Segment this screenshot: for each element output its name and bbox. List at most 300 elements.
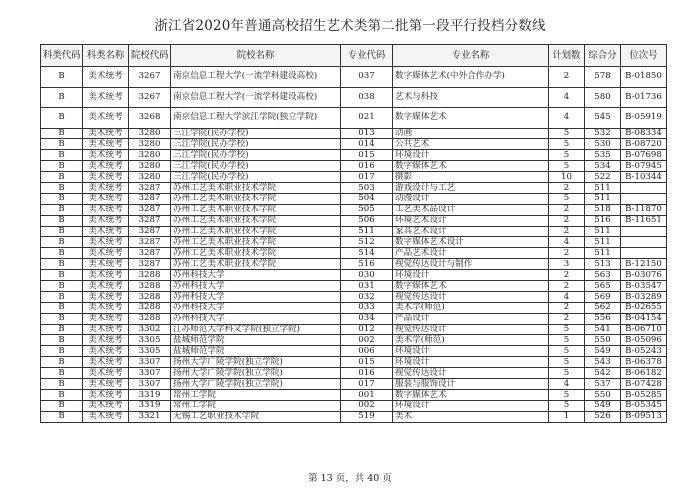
cell-composite-score: 518 [585, 204, 621, 215]
cell-composite-score: 530 [585, 139, 621, 150]
cell-composite-score: 526 [585, 411, 621, 422]
cell-major-name: 环境设计 [393, 357, 549, 368]
cell-rank-number: B-05919 [621, 108, 667, 129]
cell-plan-count: 4 [549, 87, 585, 108]
cell-plan-count: 4 [549, 237, 585, 248]
cell-category-name: 美术统考 [83, 172, 129, 183]
cell-school-name: 南京信息工程大学滨江学院(独立学院) [171, 108, 341, 129]
cell-rank-number: B-03289 [621, 291, 667, 302]
cell-school-code: 3288 [129, 280, 171, 291]
cell-category-code: B [41, 368, 83, 379]
cell-composite-score: 545 [585, 108, 621, 129]
cell-school-name: 苏州工艺美术职业技术学院 [171, 248, 341, 259]
cell-rank-number: B-05345 [621, 400, 667, 411]
cell-composite-score: 511 [585, 182, 621, 193]
column-header-composite-score: 综合分 [585, 45, 621, 67]
cell-major-name: 数字媒体艺术(中外合作办学) [393, 67, 549, 88]
cell-category-name: 美术统考 [83, 335, 129, 346]
cell-composite-score: 580 [585, 87, 621, 108]
cell-major-name: 环境艺术设计 [393, 215, 549, 226]
cell-category-code: B [41, 108, 83, 129]
cell-school-code: 3287 [129, 204, 171, 215]
cell-plan-count: 2 [549, 226, 585, 237]
cell-rank-number: B-11870 [621, 204, 667, 215]
cell-plan-count: 5 [549, 128, 585, 139]
cell-category-code: B [41, 302, 83, 313]
cell-major-code: 514 [341, 248, 393, 259]
cell-category-code: B [41, 280, 83, 291]
cell-school-code: 3267 [129, 67, 171, 88]
cell-category-code: B [41, 87, 83, 108]
cell-major-name: 环境设计 [393, 346, 549, 357]
cell-composite-score: 511 [585, 237, 621, 248]
cell-major-name: 数字媒体艺术 [393, 280, 549, 291]
cell-category-name: 美术统考 [83, 270, 129, 281]
cell-rank-number: B-06710 [621, 324, 667, 335]
cell-category-code: B [41, 193, 83, 204]
cell-school-code: 3280 [129, 172, 171, 183]
cell-plan-count: 4 [549, 291, 585, 302]
cell-major-name: 视觉传达设计 [393, 368, 549, 379]
cell-category-name: 美术统考 [83, 280, 129, 291]
cell-rank-number [621, 193, 667, 204]
cell-school-code: 3321 [129, 411, 171, 422]
cell-major-code: 017 [341, 378, 393, 389]
cell-rank-number [621, 226, 667, 237]
column-header-school-name: 院校名称 [171, 45, 341, 67]
cell-category-code: B [41, 215, 83, 226]
cell-composite-score: 569 [585, 291, 621, 302]
cell-school-name: 盐城师范学院 [171, 346, 341, 357]
cell-school-name: 无锡工艺职业技术学院 [171, 411, 341, 422]
cell-category-code: B [41, 226, 83, 237]
cell-plan-count: 10 [549, 172, 585, 183]
cell-school-code: 3305 [129, 346, 171, 357]
cell-rank-number: B-03076 [621, 270, 667, 281]
cell-school-name: 苏州科技大学 [171, 302, 341, 313]
cell-major-name: 产品设计 [393, 313, 549, 324]
cell-major-code: 504 [341, 193, 393, 204]
cell-category-code: B [41, 259, 83, 270]
cell-school-code: 3288 [129, 270, 171, 281]
cell-rank-number: B-07698 [621, 150, 667, 161]
cell-category-code: B [41, 378, 83, 389]
cell-school-name: 江苏师范大学科文学院(独立学院) [171, 324, 341, 335]
cell-school-name: 三江学院(民办学校) [171, 172, 341, 183]
cell-category-code: B [41, 411, 83, 422]
cell-major-name: 工艺美术品设计 [393, 204, 549, 215]
table-row [41, 270, 667, 281]
cell-composite-score: 556 [585, 313, 621, 324]
page-title: 浙江省2020年普通高校招生艺术类第二批第一段平行投档分数线 [154, 18, 546, 34]
cell-major-code: 015 [341, 357, 393, 368]
cell-school-code: 3287 [129, 248, 171, 259]
cell-school-code: 3307 [129, 378, 171, 389]
cell-category-name: 美术统考 [83, 150, 129, 161]
cell-category-code: B [41, 400, 83, 411]
table-row [41, 193, 667, 204]
cell-plan-count: 5 [549, 193, 585, 204]
cell-category-code: B [41, 67, 83, 88]
cell-category-name: 美术统考 [83, 108, 129, 129]
cell-composite-score: 549 [585, 400, 621, 411]
cell-school-name: 三江学院(民办学校) [171, 150, 341, 161]
cell-plan-count: 5 [549, 400, 585, 411]
cell-composite-score: 532 [585, 128, 621, 139]
column-header-plan-count: 计划数 [549, 45, 585, 67]
cell-school-name: 扬州大学广陵学院(独立学院) [171, 368, 341, 379]
cell-composite-score: 562 [585, 302, 621, 313]
cell-composite-score: 563 [585, 270, 621, 281]
cell-category-name: 美术统考 [83, 302, 129, 313]
cell-rank-number: B-05285 [621, 389, 667, 400]
cell-category-name: 美术统考 [83, 389, 129, 400]
cell-composite-score: 511 [585, 226, 621, 237]
cell-major-code: 030 [341, 270, 393, 281]
cell-major-name: 环境设计 [393, 150, 549, 161]
cell-plan-count: 5 [549, 139, 585, 150]
cell-major-code: 034 [341, 313, 393, 324]
admission-score-table [40, 44, 667, 423]
cell-major-name: 数字媒体艺术设计 [393, 237, 549, 248]
cell-major-name: 游戏设计与工艺 [393, 182, 549, 193]
cell-school-name: 苏州工艺美术职业技术学院 [171, 226, 341, 237]
cell-plan-count: 2 [549, 182, 585, 193]
table-row [41, 335, 667, 346]
cell-major-code: 032 [341, 291, 393, 302]
table-row [41, 378, 667, 389]
table-body [41, 67, 667, 423]
cell-category-code: B [41, 128, 83, 139]
column-header-school-code: 院校代码 [129, 45, 171, 67]
cell-school-name: 三江学院(民办学校) [171, 128, 341, 139]
page-footer: 第 13 页，共 40 页 [308, 473, 392, 484]
cell-major-code: 037 [341, 67, 393, 88]
cell-school-name: 扬州大学广陵学院(独立学院) [171, 378, 341, 389]
cell-school-code: 3267 [129, 87, 171, 108]
cell-plan-count: 5 [549, 161, 585, 172]
cell-rank-number: B-06182 [621, 368, 667, 379]
cell-composite-score: 550 [585, 389, 621, 400]
cell-plan-count: 3 [549, 259, 585, 270]
cell-category-code: B [41, 150, 83, 161]
column-header-category-code: 科类代码 [41, 45, 83, 67]
table-row [41, 215, 667, 226]
cell-major-code: 017 [341, 172, 393, 183]
cell-school-code: 3280 [129, 161, 171, 172]
column-header-major-code: 专业代码 [341, 45, 393, 67]
cell-major-code: 016 [341, 368, 393, 379]
table-row [41, 237, 667, 248]
table-row [41, 128, 667, 139]
cell-plan-count: 2 [549, 204, 585, 215]
cell-rank-number: B-08334 [621, 128, 667, 139]
cell-category-name: 美术统考 [83, 128, 129, 139]
table-header-row [41, 45, 667, 67]
table-row [41, 150, 667, 161]
table-row [41, 172, 667, 183]
table-row [41, 411, 667, 422]
cell-composite-score: 541 [585, 324, 621, 335]
cell-major-code: 002 [341, 335, 393, 346]
cell-school-code: 3280 [129, 150, 171, 161]
cell-school-name: 常州工学院 [171, 400, 341, 411]
cell-school-code: 3280 [129, 128, 171, 139]
cell-major-name: 数字媒体艺术 [393, 161, 549, 172]
cell-category-code: B [41, 270, 83, 281]
cell-major-name: 服装与服饰设计 [393, 378, 549, 389]
table-row [41, 291, 667, 302]
cell-plan-count: 5 [549, 389, 585, 400]
cell-category-name: 美术统考 [83, 226, 129, 237]
cell-plan-count: 5 [549, 324, 585, 335]
table-row [41, 357, 667, 368]
cell-school-code: 3307 [129, 368, 171, 379]
cell-rank-number: B-07428 [621, 378, 667, 389]
cell-major-code: 503 [341, 182, 393, 193]
cell-rank-number: B-09513 [621, 411, 667, 422]
table-row [41, 67, 667, 88]
cell-category-name: 美术统考 [83, 368, 129, 379]
cell-category-name: 美术统考 [83, 291, 129, 302]
cell-school-name: 苏州科技大学 [171, 313, 341, 324]
cell-category-name: 美术统考 [83, 204, 129, 215]
cell-major-name: 数字媒体艺术 [393, 389, 549, 400]
cell-school-name: 三江学院(民办学校) [171, 161, 341, 172]
table-row [41, 139, 667, 150]
cell-composite-score: 522 [585, 172, 621, 183]
cell-category-name: 美术统考 [83, 161, 129, 172]
cell-major-code: 021 [341, 108, 393, 129]
cell-major-code: 519 [341, 411, 393, 422]
cell-category-code: B [41, 182, 83, 193]
cell-major-name: 美术学(师范) [393, 302, 549, 313]
cell-category-code: B [41, 161, 83, 172]
cell-composite-score: 578 [585, 67, 621, 88]
cell-plan-count: 2 [549, 302, 585, 313]
cell-category-name: 美术统考 [83, 324, 129, 335]
cell-plan-count: 1 [549, 411, 585, 422]
cell-category-code: B [41, 313, 83, 324]
cell-category-code: B [41, 139, 83, 150]
cell-plan-count: 5 [549, 335, 585, 346]
cell-school-code: 3280 [129, 139, 171, 150]
table-row [41, 161, 667, 172]
cell-school-code: 3287 [129, 215, 171, 226]
cell-category-code: B [41, 237, 83, 248]
cell-major-code: 016 [341, 161, 393, 172]
table-row [41, 226, 667, 237]
cell-category-code: B [41, 346, 83, 357]
cell-school-code: 3287 [129, 226, 171, 237]
cell-composite-score: 511 [585, 193, 621, 204]
cell-category-code: B [41, 389, 83, 400]
cell-school-name: 苏州工艺美术职业技术学院 [171, 182, 341, 193]
cell-major-code: 002 [341, 400, 393, 411]
cell-category-name: 美术统考 [83, 259, 129, 270]
cell-category-name: 美术统考 [83, 313, 129, 324]
cell-major-code: 001 [341, 389, 393, 400]
cell-plan-count: 5 [549, 368, 585, 379]
cell-rank-number: B-07945 [621, 161, 667, 172]
table-row [41, 182, 667, 193]
cell-rank-number: B-10344 [621, 172, 667, 183]
cell-category-name: 美术统考 [83, 411, 129, 422]
cell-category-name: 美术统考 [83, 248, 129, 259]
cell-category-name: 美术统考 [83, 87, 129, 108]
cell-school-code: 3307 [129, 357, 171, 368]
cell-rank-number: B-01850 [621, 67, 667, 88]
cell-school-code: 3319 [129, 400, 171, 411]
cell-school-code: 3305 [129, 335, 171, 346]
cell-major-name: 动漫设计 [393, 193, 549, 204]
cell-major-name: 美术 [393, 411, 549, 422]
cell-major-name: 环境设计 [393, 270, 549, 281]
table-row [41, 87, 667, 108]
cell-plan-count: 5 [549, 357, 585, 368]
cell-category-name: 美术统考 [83, 67, 129, 88]
cell-composite-score: 534 [585, 161, 621, 172]
cell-major-code: 031 [341, 280, 393, 291]
cell-category-name: 美术统考 [83, 139, 129, 150]
cell-school-name: 扬州大学广陵学院(独立学院) [171, 357, 341, 368]
cell-major-name: 公共艺术 [393, 139, 549, 150]
cell-rank-number: B-12150 [621, 259, 667, 270]
cell-major-code: 506 [341, 215, 393, 226]
table-row [41, 302, 667, 313]
table-row [41, 248, 667, 259]
cell-school-name: 苏州科技大学 [171, 280, 341, 291]
cell-plan-count: 5 [549, 346, 585, 357]
cell-composite-score: 543 [585, 357, 621, 368]
cell-category-code: B [41, 324, 83, 335]
cell-plan-count: 2 [549, 67, 585, 88]
cell-school-code: 3287 [129, 237, 171, 248]
cell-rank-number: B-02655 [621, 302, 667, 313]
cell-school-name: 南京信息工程大学(一流学科建设高校) [171, 67, 341, 88]
cell-rank-number: B-03547 [621, 280, 667, 291]
cell-composite-score: 565 [585, 280, 621, 291]
cell-plan-count: 4 [549, 108, 585, 129]
cell-plan-count: 2 [549, 280, 585, 291]
cell-rank-number: B-06378 [621, 357, 667, 368]
cell-school-name: 苏州工艺美术职业技术学院 [171, 259, 341, 270]
cell-major-name: 环境设计 [393, 400, 549, 411]
table-row [41, 108, 667, 129]
table-row [41, 368, 667, 379]
cell-school-name: 苏州科技大学 [171, 291, 341, 302]
cell-rank-number: B-08720 [621, 139, 667, 150]
cell-major-code: 505 [341, 204, 393, 215]
cell-category-name: 美术统考 [83, 357, 129, 368]
cell-school-code: 3319 [129, 389, 171, 400]
cell-major-name: 家具艺术设计 [393, 226, 549, 237]
cell-plan-count: 2 [549, 270, 585, 281]
cell-category-code: B [41, 357, 83, 368]
cell-composite-score: 513 [585, 259, 621, 270]
cell-category-name: 美术统考 [83, 237, 129, 248]
table-row [41, 259, 667, 270]
cell-major-name: 视觉传达设计 [393, 291, 549, 302]
table-row [41, 280, 667, 291]
cell-category-name: 美术统考 [83, 378, 129, 389]
cell-major-name: 摄影 [393, 172, 549, 183]
cell-school-name: 南京信息工程大学(一流学科建设高校) [171, 87, 341, 108]
cell-major-name: 数字媒体艺术 [393, 108, 549, 129]
cell-school-code: 3287 [129, 193, 171, 204]
cell-major-code: 038 [341, 87, 393, 108]
cell-school-code: 3288 [129, 291, 171, 302]
cell-plan-count: 2 [549, 248, 585, 259]
cell-school-name: 三江学院(民办学校) [171, 139, 341, 150]
cell-school-code: 3268 [129, 108, 171, 129]
cell-composite-score: 511 [585, 248, 621, 259]
cell-rank-number [621, 237, 667, 248]
cell-major-code: 033 [341, 302, 393, 313]
cell-category-name: 美术统考 [83, 193, 129, 204]
cell-category-name: 美术统考 [83, 182, 129, 193]
cell-category-name: 美术统考 [83, 215, 129, 226]
cell-major-code: 014 [341, 139, 393, 150]
cell-school-code: 3288 [129, 313, 171, 324]
cell-rank-number [621, 182, 667, 193]
cell-school-code: 3287 [129, 259, 171, 270]
cell-major-name: 产品艺术设计 [393, 248, 549, 259]
cell-rank-number: B-11651 [621, 215, 667, 226]
column-header-rank-number: 位次号 [621, 45, 667, 67]
cell-major-name: 美术学(师范) [393, 335, 549, 346]
cell-rank-number: B-05096 [621, 335, 667, 346]
column-header-major-name: 专业名称 [393, 45, 549, 67]
cell-plan-count: 2 [549, 215, 585, 226]
cell-category-code: B [41, 335, 83, 346]
cell-major-name: 视觉传达设计与制作 [393, 259, 549, 270]
cell-major-name: 艺术与科技 [393, 87, 549, 108]
cell-major-code: 516 [341, 259, 393, 270]
cell-rank-number: B-04154 [621, 313, 667, 324]
table-row [41, 389, 667, 400]
cell-composite-score: 516 [585, 215, 621, 226]
table-row [41, 204, 667, 215]
cell-school-name: 苏州科技大学 [171, 270, 341, 281]
cell-major-code: 015 [341, 150, 393, 161]
cell-rank-number: B-01736 [621, 87, 667, 108]
cell-plan-count: 4 [549, 378, 585, 389]
cell-school-name: 苏州工艺美术职业技术学院 [171, 237, 341, 248]
cell-category-code: B [41, 172, 83, 183]
cell-composite-score: 550 [585, 335, 621, 346]
cell-school-name: 苏州工艺美术职业技术学院 [171, 193, 341, 204]
cell-school-code: 3287 [129, 182, 171, 193]
cell-major-code: 512 [341, 237, 393, 248]
cell-school-name: 苏州工艺美术职业技术学院 [171, 204, 341, 215]
cell-category-code: B [41, 248, 83, 259]
cell-rank-number: B-05243 [621, 346, 667, 357]
table-row [41, 313, 667, 324]
cell-composite-score: 542 [585, 368, 621, 379]
cell-plan-count: 5 [549, 150, 585, 161]
cell-school-code: 3302 [129, 324, 171, 335]
cell-major-code: 006 [341, 346, 393, 357]
cell-category-code: B [41, 204, 83, 215]
cell-school-name: 苏州工艺美术职业技术学院 [171, 215, 341, 226]
cell-plan-count: 2 [549, 313, 585, 324]
cell-composite-score: 549 [585, 346, 621, 357]
cell-major-code: 012 [341, 324, 393, 335]
table-row [41, 324, 667, 335]
cell-major-name: 动画 [393, 128, 549, 139]
cell-major-code: 013 [341, 128, 393, 139]
